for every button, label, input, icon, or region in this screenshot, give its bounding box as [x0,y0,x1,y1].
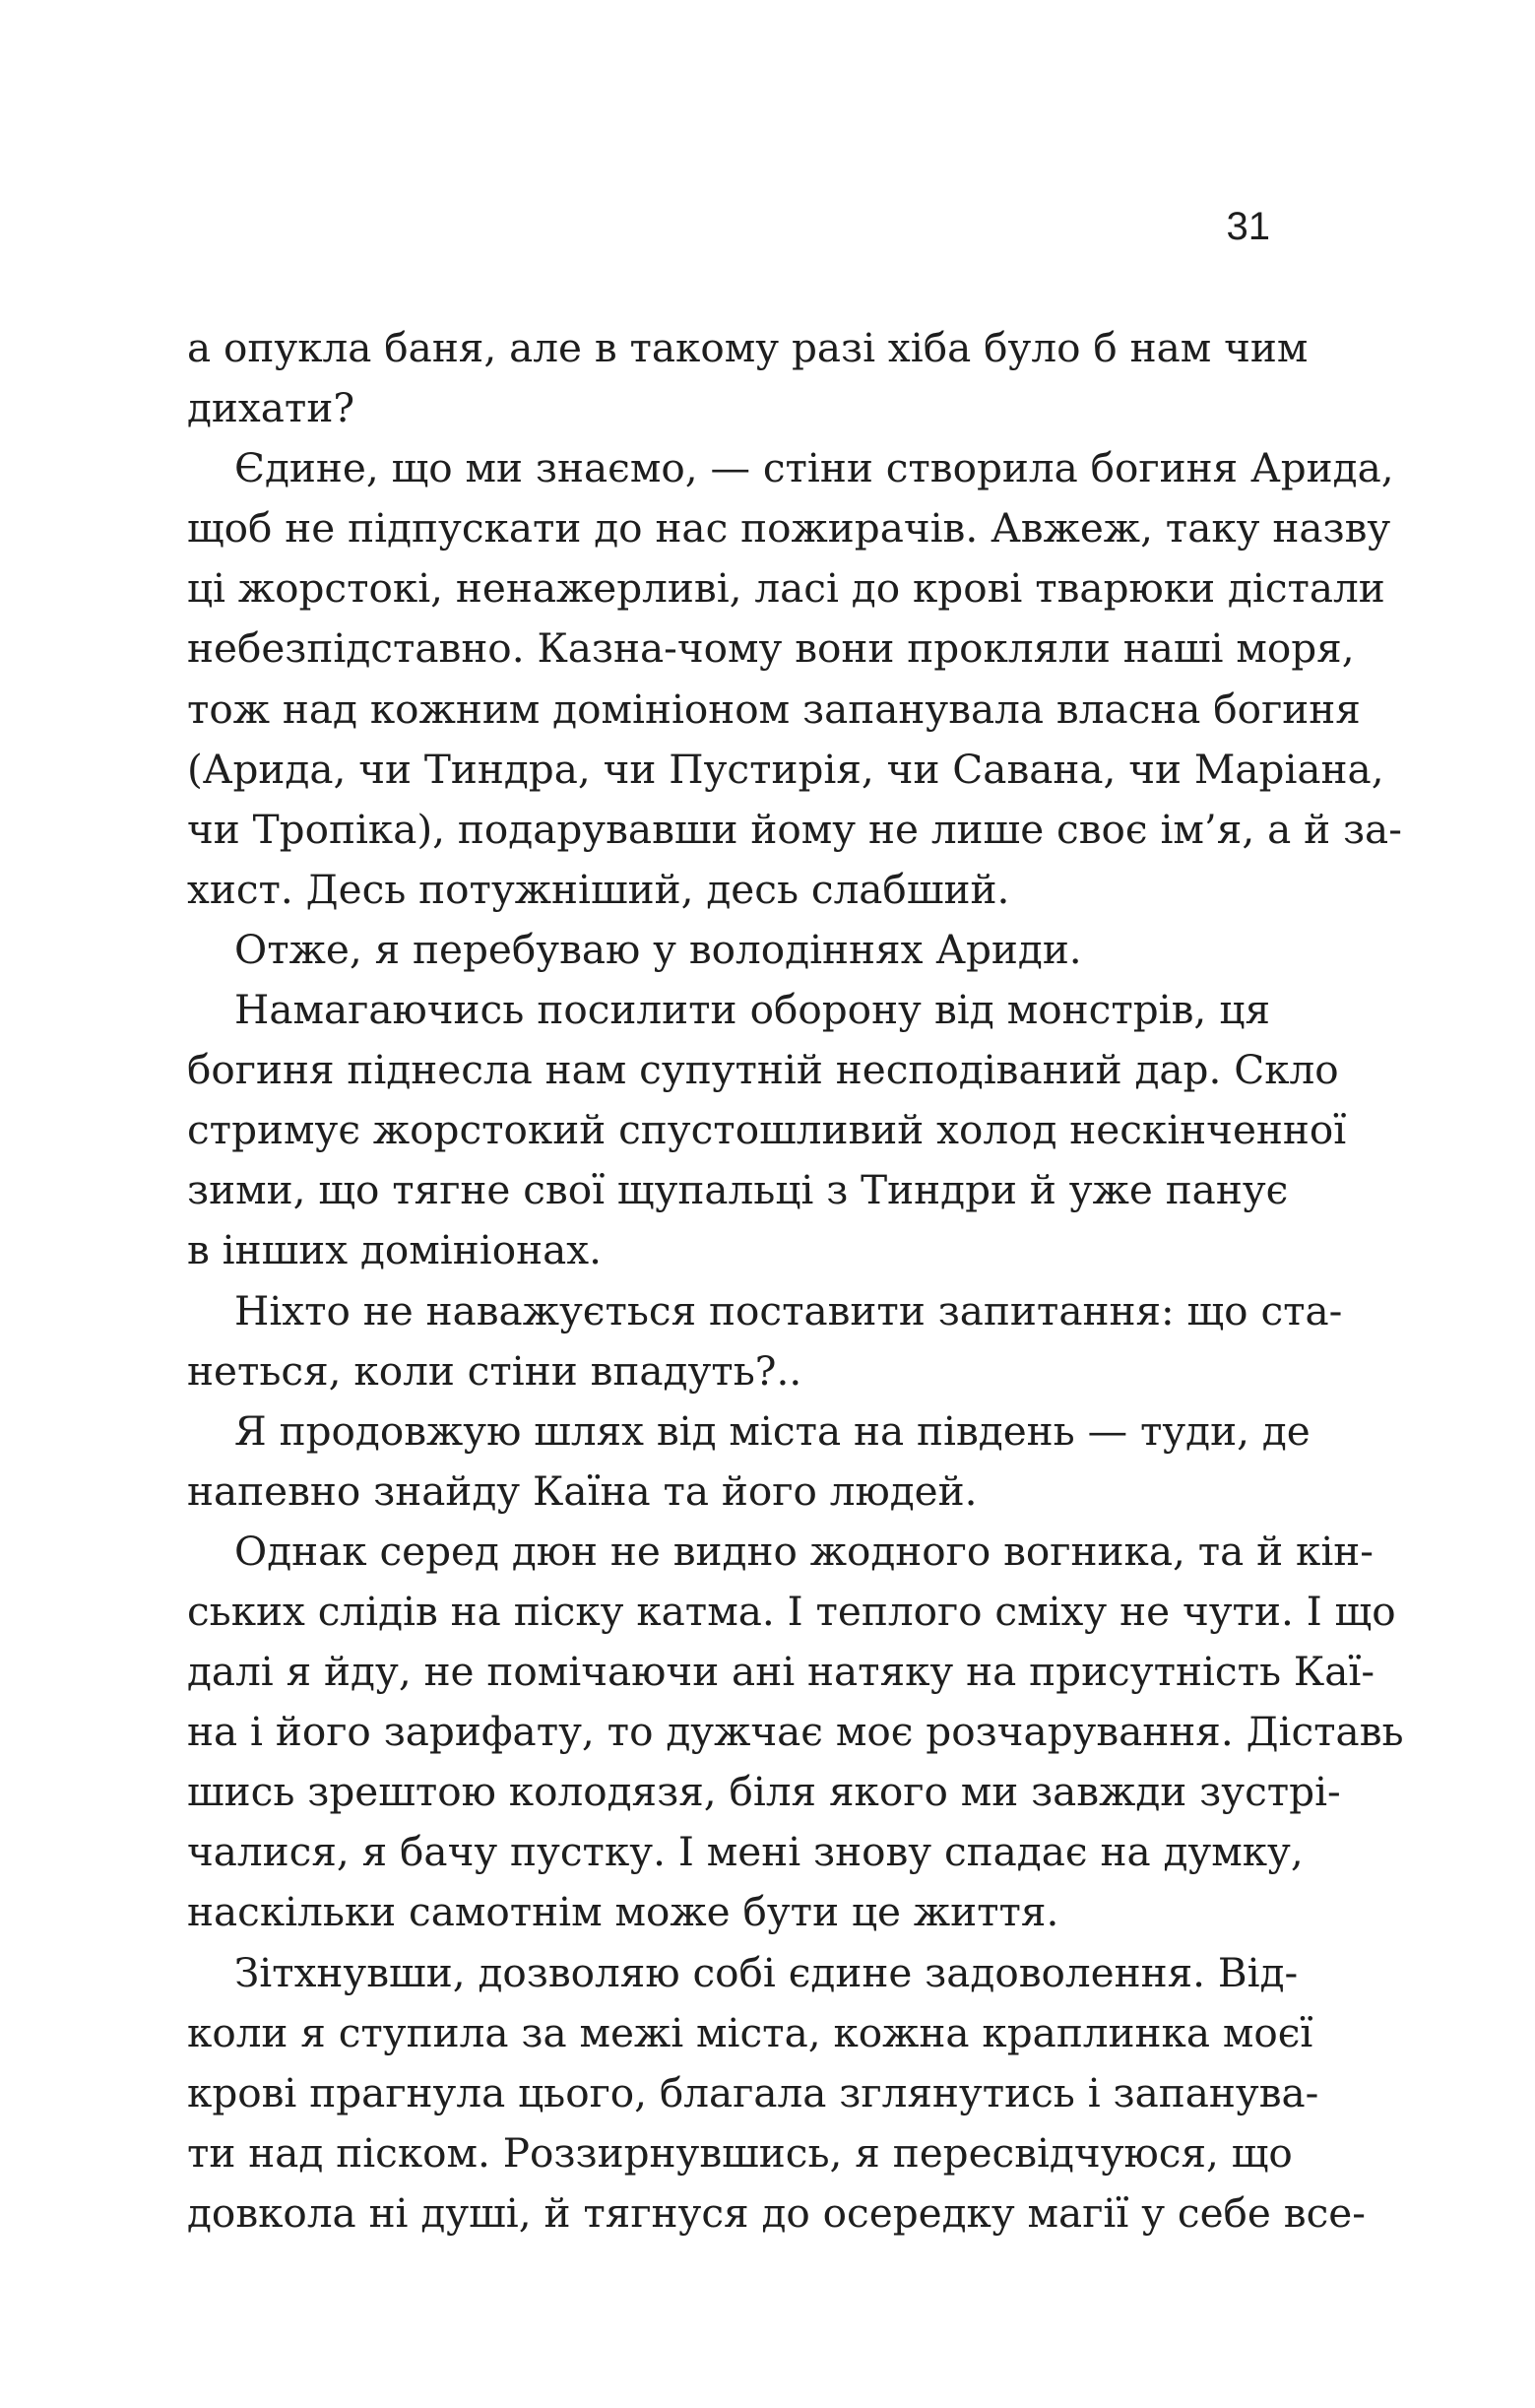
text-line: наскільки самотнім може бути це життя. [187,1888,1059,1936]
text-line: чи Тропіка), подарувавши йому не лише своє ім’я, а й за- [187,805,1402,853]
text-line: Ніхто не наважується поставити запитання: що ста- [234,1286,1343,1334]
text-line: зими, що тягне свої щупальці з Тиндри й уже панує [187,1166,1289,1214]
text-line: щоб не підпускати до нас пожирачів. Авжеж, таку назву [187,504,1391,553]
paragraph [187,318,1309,438]
text-line: шись зрештою колодязя, біля якого ми завжди зустрі- [187,1768,1341,1816]
text-line: ці жорстокі, ненажерливі, ласі до крові тварюки дістали [187,564,1385,613]
text-line: на і його зарифату, то дужчає моє розчарування. Діставь [187,1708,1404,1756]
text-line: Однак серед дюн не видно жодного вогника, та й кін- [234,1527,1374,1575]
text-line: Я продовжую шлях від міста на південь — туди, де [234,1406,1311,1455]
paragraph [187,1943,1366,2244]
text-line: хист. Десь потужніший, десь слабший. [187,865,1010,913]
paragraph [187,438,1402,920]
text-line: тож над кожним домініоном запанувала власна богиня [187,684,1361,733]
text-line: Зітхнувши, дозволяю собі єдине задоволення. Від- [234,1948,1299,1996]
paragraph [187,1281,1343,1401]
paragraph [187,1401,1311,1522]
body-text [187,318,1404,2244]
text-line: (Арида, чи Тиндра, чи Пустирія, чи Савана, чи Маріана, [187,745,1384,793]
text-line: в інших домініонах. [187,1226,602,1274]
text-line: далі я йду, не помічаючи ані натяку на присутність Каї- [187,1648,1375,1696]
text-line: Отже, я перебуваю у володіннях Ариди. [234,925,1082,973]
text-line: крові прагнула цього, благала зглянутись і запанува- [187,2068,1319,2116]
text-line: ських слідів на піску катма. І теплого сміху не чути. І що [187,1587,1396,1635]
text-line: дихати? [187,384,355,432]
text-line: а опукла баня, але в такому разі хіба було б нам чим [187,324,1309,371]
text-line: Єдине, що ми знаємо, — стіни створила богиня Арида, [234,444,1394,492]
paragraph [187,980,1347,1280]
page-number: 31 [1226,205,1270,248]
text-line: неться, коли стіни впадуть?.. [187,1346,802,1395]
text-line: богиня піднесла нам супутній несподіваний дар. Скло [187,1046,1339,1094]
text-line: довкола ні душі, й тягнуся до осередку магії у себе все- [187,2188,1366,2237]
text-line: напевно знайду Каїна та його людей. [187,1466,978,1515]
paragraph [187,920,1270,980]
text-line: чалися, я бачу пустку. І мені знову спадає на думку, [187,1828,1304,1876]
paragraph [187,1522,1404,1943]
text-line: Намагаючись посилити оборону від монстрів, ця [234,986,1270,1034]
text-line: небезпідставно. Казна-чому вони прокляли наші моря, [187,624,1355,673]
text-line: стримує жорстокий спустошливий холод нескінченної [187,1106,1347,1154]
text-line: ти над піском. Роззирнувшись, я пересвідчуюся, що [187,2128,1293,2177]
text-line: коли я ступила за межі міста, кожна краплинка моєї [187,2008,1313,2056]
